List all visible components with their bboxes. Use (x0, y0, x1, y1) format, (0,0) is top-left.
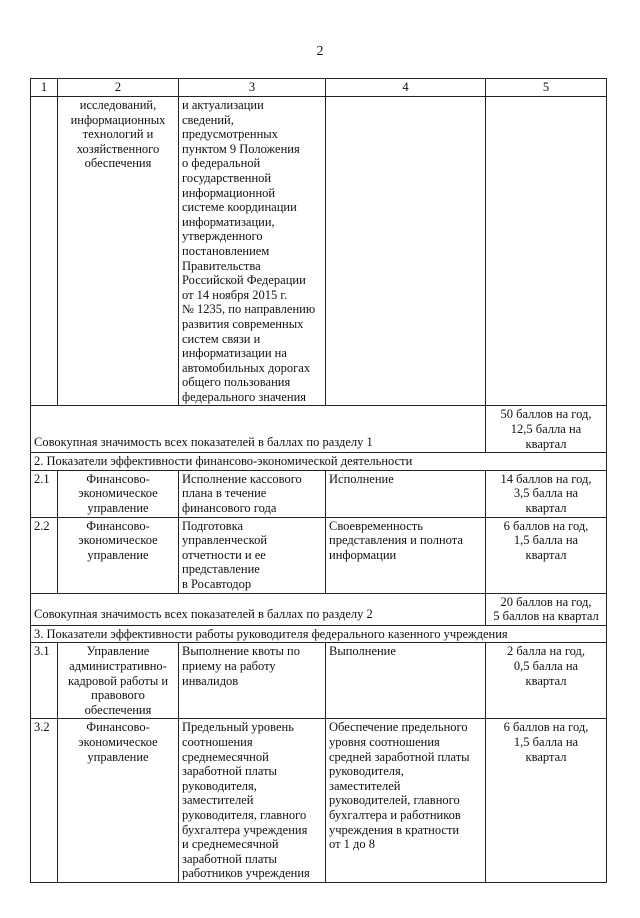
department-cell (58, 97, 179, 406)
text-line: руководителя, (182, 778, 257, 793)
department-cell (58, 719, 179, 883)
criterion-cell (326, 517, 486, 593)
points-cell (486, 719, 607, 883)
text-line: Выполнение квоты по (182, 644, 300, 659)
text-line: 1,5 балла на (513, 734, 579, 749)
row-number: 2.2 (31, 517, 58, 593)
text-line: руководителя, (329, 764, 404, 779)
text-line: соотношения (182, 734, 253, 749)
text-line: 12,5 балла на (510, 422, 582, 437)
points-cell (486, 517, 607, 593)
text-line: исследований, (79, 98, 157, 112)
row-number: 3.2 (31, 719, 58, 883)
text-line: 2 балла на год, (506, 644, 586, 659)
text-line: от 1 до 8 (329, 837, 376, 852)
text-line: 20 баллов на год, (500, 594, 592, 609)
header-cell: 3 (179, 79, 326, 97)
text-line: финансового года (182, 501, 277, 516)
text-line: административно- (69, 658, 167, 673)
indicator-table (30, 78, 607, 883)
text-line: в Росавтодор (182, 577, 252, 591)
text-line: о федеральной (182, 156, 261, 171)
text-line: представления и полнота (329, 533, 463, 548)
indicator-cell (179, 719, 326, 883)
text-line: Российской Федерации (182, 273, 306, 288)
text-line: Подготовка (182, 518, 244, 533)
text-line: информационной (182, 185, 276, 200)
table-row (31, 719, 607, 883)
text-line: управление (87, 749, 149, 764)
text-line: экономическое (78, 533, 158, 548)
indicator-cell (179, 643, 326, 719)
text-line: 1,5 балла на (513, 533, 579, 548)
text-line: системе координации (182, 200, 297, 215)
text-line: отчетности и ее (182, 547, 266, 562)
indicator-cell (179, 517, 326, 593)
text-line: заместителей (329, 778, 401, 793)
section-2-total-row (31, 593, 607, 625)
text-line: Финансово- (86, 720, 150, 735)
text-line: сведений, (182, 112, 234, 127)
text-line: бухгалтера учреждения (182, 822, 308, 837)
text-line: технологий и (82, 127, 154, 142)
text-line: постановлением (182, 243, 270, 258)
text-line: учреждения в кратности (329, 822, 460, 837)
text-line: среднемесячной (182, 749, 269, 764)
text-line: обеспечения (84, 702, 152, 717)
text-line: обеспечения (84, 156, 152, 171)
text-line: заработной платы (182, 851, 277, 866)
text-line: квартал (525, 501, 567, 516)
text-line: 6 баллов на год, (503, 720, 589, 735)
text-line: квартал (525, 749, 567, 764)
text-line: № 1235, по направлению (182, 302, 316, 317)
row-number: 3.1 (31, 643, 58, 719)
text-line: экономическое (78, 734, 158, 749)
criterion-cell (326, 470, 486, 517)
text-line: государственной (182, 170, 272, 185)
text-line: информатизации, (182, 214, 275, 229)
department-cell (58, 643, 179, 719)
table-row (31, 470, 607, 517)
section-heading: 3. Показатели эффективности работы руководителя федерального казенного учреждения (31, 625, 607, 643)
section-total-label: Совокупная значимость всех показателей в баллах по разделу 2 (31, 593, 486, 625)
text-line: Финансово- (86, 471, 150, 486)
department-cell (58, 517, 179, 593)
text-line: Исполнение кассового (182, 471, 302, 486)
text-line: Исполнение (329, 471, 394, 486)
text-line: Финансово- (86, 518, 150, 533)
criterion-cell (326, 643, 486, 719)
text-line: управление (87, 501, 149, 516)
header-cell: 1 (31, 79, 58, 97)
header-cell: 5 (486, 79, 607, 97)
text-line: от 14 ноября 2015 г. (182, 287, 288, 302)
text-line: 14 баллов на год, (500, 471, 592, 486)
header-cell: 4 (326, 79, 486, 97)
text-line: и актуализации (182, 98, 264, 112)
header-cell: 2 (58, 79, 179, 97)
indicator-cell (179, 97, 326, 406)
text-line: Предельный уровень (182, 720, 294, 735)
text-line: информации (329, 547, 397, 562)
text-line: общего пользования (182, 375, 291, 390)
header-row (31, 79, 607, 97)
text-line: плана в течение (182, 486, 267, 501)
page-number: 2 (316, 44, 324, 59)
section-heading: 2. Показатели эффективности финансово-экономической деятельности (31, 453, 607, 471)
text-line: средней заработной платы (329, 749, 470, 764)
continuation-row (31, 97, 607, 406)
table-row (31, 643, 607, 719)
text-line: квартал (525, 673, 567, 688)
text-line: инвалидов (182, 673, 239, 688)
text-line: руководителей, главного (329, 793, 460, 808)
table-row (31, 517, 607, 593)
text-line: Правительства (182, 258, 261, 273)
text-line: заработной платы (182, 764, 277, 779)
text-line: систем связи и (182, 331, 261, 346)
criterion-cell (326, 719, 486, 883)
points-cell (486, 470, 607, 517)
text-line: руководителя, главного (182, 807, 307, 822)
text-line: Своевременность (329, 518, 423, 533)
department-cell (58, 470, 179, 517)
text-line: Обеспечение предельного (329, 720, 468, 735)
text-line: 0,5 балла на (513, 658, 579, 673)
text-line: утвержденного (182, 229, 263, 244)
text-line: предусмотренных (182, 127, 278, 142)
text-line: федерального значения (182, 389, 307, 404)
text-line: квартал (525, 547, 567, 562)
text-line: Выполнение (329, 644, 396, 659)
text-line: представление (182, 562, 260, 577)
text-line: 6 баллов на год, (503, 518, 589, 533)
text-line: пунктом 9 Положения (182, 141, 300, 156)
text-line: 5 баллов на квартал (493, 609, 599, 624)
section-total-value (486, 593, 607, 625)
section-2-heading-row (31, 453, 607, 471)
text-line: правового (91, 688, 145, 703)
text-line: развития современных (182, 316, 304, 331)
indicator-cell (179, 470, 326, 517)
section-3-heading-row (31, 625, 607, 643)
points-cell (486, 643, 607, 719)
section-total-value (486, 406, 607, 453)
text-line: 3,5 балла на (513, 486, 579, 501)
text-line: информатизации на (182, 346, 287, 361)
text-line: квартал (525, 436, 567, 451)
text-line: и среднемесячной (182, 837, 279, 852)
text-line: управление (87, 547, 149, 562)
text-line: уровня соотношения (329, 734, 440, 749)
text-line: работников учреждения (182, 866, 310, 881)
text-line: управленческой (182, 533, 268, 548)
row-number: 2.1 (31, 470, 58, 517)
section-total-label: Совокупная значимость всех показателей в баллах по разделу 1 (31, 406, 486, 453)
text-line: заместителей (182, 793, 254, 808)
text-line: Управление (86, 644, 150, 659)
text-line: 50 баллов на год, (500, 407, 592, 422)
text-line: хозяйственного (76, 141, 160, 156)
text-line: приему на работу (182, 658, 276, 673)
text-line: экономическое (78, 486, 158, 501)
text-line: информационных (70, 112, 166, 127)
text-line: кадровой работы и (67, 673, 169, 688)
section-1-total-row (31, 406, 607, 453)
text-line: автомобильных дорогах (182, 360, 311, 375)
text-line: бухгалтера и работников (329, 807, 461, 822)
